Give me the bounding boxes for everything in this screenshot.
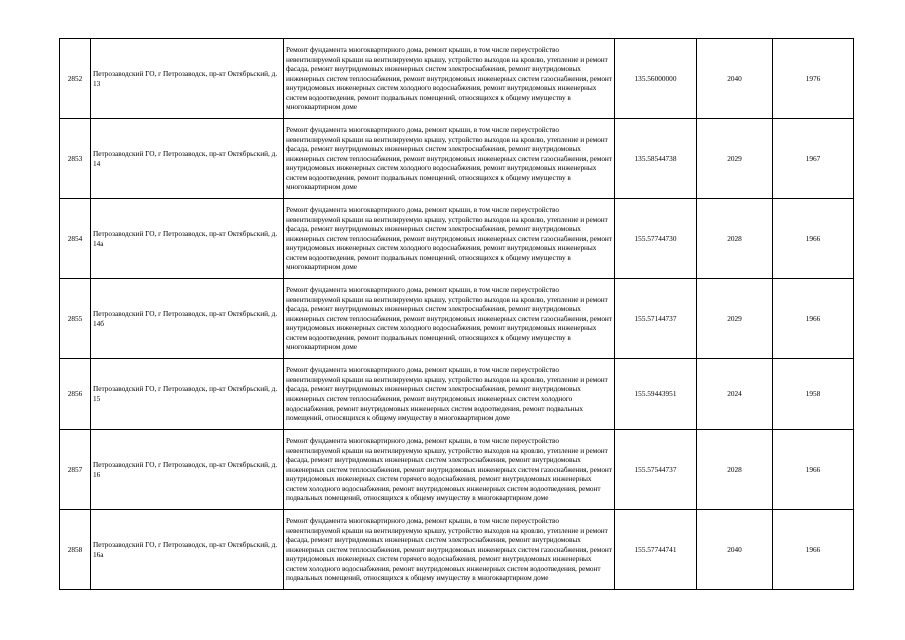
address-cell: Петрозаводский ГО, г Петрозаводск, пр-кт Октябрьский, д. 13 [91,39,284,119]
row-number: 2858 [60,510,91,590]
address-cell: Петрозаводский ГО, г Петрозаводск, пр-кт Октябрьский, д. 14а [91,199,284,279]
table-row [60,199,854,279]
cost-cell: 155.57144737 [615,279,697,359]
table-row [60,279,854,359]
planned-year-cell: 2040 [697,39,773,119]
capital-repair-table [59,38,854,590]
cost-cell: 155.57744730 [615,199,697,279]
planned-year-cell: 2029 [697,119,773,199]
cost-cell: 135.58544738 [615,119,697,199]
built-year-cell: 1958 [773,359,854,430]
planned-year-cell: 2028 [697,199,773,279]
address-cell: Петрозаводский ГО, г Петрозаводск, пр-кт Октябрьский, д. 14 [91,119,284,199]
works-cell: Ремонт фундамента многоквартирного дома, ремонт крыши, в том числе переустройство невентилируемой крыши на вентилируемую крышу, устройство выходов на кровлю, утепление и ремонт фасада, ремонт внутридомовых инженерных систем электроснабжения, ремонт внутридомовых инженерных систем теплоснабжения, ремонт внутридомовых инженерных систем газоснабжения, ремонт внутридомовых инженерных систем горячего водоснабжения, ремонт внутридомовых инженерных систем холодного водоснабжения, ремонт внутридомовых инженерных систем водоотведения, ремонт подвальных помещений, относящихся к общему имуществу в многоквартирном доме [284,510,615,590]
table-row [60,119,854,199]
works-cell: Ремонт фундамента многоквартирного дома, ремонт крыши, в том числе переустройство невентилируемой крыши на вентилируемую крышу, устройство выходов на кровлю, утепление и ремонт фасада, ремонт внутридомовых инженерных систем электроснабжения, ремонт внутридомовых инженерных систем теплоснабжения, ремонт внутридомовых инженерных систем газоснабжения, ремонт внутридомовых инженерных систем холодного водоснабжения, ремонт внутридомовых инженерных систем водоотведения, ремонт подвальных помещений, относящихся к общему имуществу в многоквартирном доме [284,199,615,279]
row-number: 2855 [60,279,91,359]
built-year-cell: 1966 [773,510,854,590]
works-cell: Ремонт фундамента многоквартирного дома, ремонт крыши, в том числе переустройство невентилируемой крыши на вентилируемую крышу, устройство выходов на кровлю, утепление и ремонт фасада, ремонт внутридомовых инженерных систем электроснабжения, ремонт внутридомовых инженерных систем теплоснабжения, ремонт внутридомовых инженерных систем холодного водоснабжения, ремонт внутридомовых инженерных систем водоотведения, ремонт подвальных помещений, относящихся к общему имуществу в многоквартирном доме [284,359,615,430]
works-cell: Ремонт фундамента многоквартирного дома, ремонт крыши, в том числе переустройство невентилируемой крыши на вентилируемую крышу, устройство выходов на кровлю, утепление и ремонт фасада, ремонт внутридомовых инженерных систем электроснабжения, ремонт внутридомовых инженерных систем теплоснабжения, ремонт внутридомовых инженерных систем газоснабжения, ремонт внутридомовых инженерных систем холодного водоснабжения, ремонт внутридомовых инженерных систем водоотведения, ремонт подвальных помещений, относящихся к общему имуществу в многоквартирном доме [284,39,615,119]
built-year-cell: 1966 [773,279,854,359]
built-year-cell: 1966 [773,430,854,510]
table-row [60,430,854,510]
works-cell: Ремонт фундамента многоквартирного дома, ремонт крыши, в том числе переустройство невентилируемой крыши на вентилируемую крышу, устройство выходов на кровлю, утепление и ремонт фасада, ремонт внутридомовых инженерных систем электроснабжения, ремонт внутридомовых инженерных систем теплоснабжения, ремонт внутридомовых инженерных систем газоснабжения, ремонт внутридомовых инженерных систем холодного водоснабжения, ремонт внутридомовых инженерных систем водоотведения, ремонт подвальных помещений, относящихся к общему имуществу в многоквартирном доме [284,119,615,199]
row-number: 2856 [60,359,91,430]
row-number: 2852 [60,39,91,119]
table-row [60,510,854,590]
planned-year-cell: 2024 [697,359,773,430]
built-year-cell: 1966 [773,199,854,279]
row-number: 2857 [60,430,91,510]
cost-cell: 155.57544737 [615,430,697,510]
works-cell: Ремонт фундамента многоквартирного дома, ремонт крыши, в том числе переустройство невентилируемой крыши на вентилируемую крышу, устройство выходов на кровлю, утепление и ремонт фасада, ремонт внутридомовых инженерных систем электроснабжения, ремонт внутридомовых инженерных систем теплоснабжения, ремонт внутридомовых инженерных систем газоснабжения, ремонт внутридомовых инженерных систем горячего водоснабжения, ремонт внутридомовых инженерных систем холодного водоснабжения, ремонт внутридомовых инженерных систем водоотведения, ремонт подвальных помещений, относящихся к общему имуществу в многоквартирном доме [284,430,615,510]
address-cell: Петрозаводский ГО, г Петрозаводск, пр-кт Октябрьский, д. 15 [91,359,284,430]
built-year-cell: 1967 [773,119,854,199]
row-number: 2854 [60,199,91,279]
planned-year-cell: 2029 [697,279,773,359]
row-number: 2853 [60,119,91,199]
address-cell: Петрозаводский ГО, г Петрозаводск, пр-кт Октябрьский, д. 16 [91,430,284,510]
cost-cell: 155.59443951 [615,359,697,430]
table-row [60,39,854,119]
address-cell: Петрозаводский ГО, г Петрозаводск, пр-кт Октябрьский, д. 16а [91,510,284,590]
planned-year-cell: 2028 [697,430,773,510]
address-cell: Петрозаводский ГО, г Петрозаводск, пр-кт Октябрьский, д. 14б [91,279,284,359]
works-cell: Ремонт фундамента многоквартирного дома, ремонт крыши, в том числе переустройство невентилируемой крыши на вентилируемую крышу, устройство выходов на кровлю, утепление и ремонт фасада, ремонт внутридомовых инженерных систем электроснабжения, ремонт внутридомовых инженерных систем теплоснабжения, ремонт внутридомовых инженерных систем газоснабжения, ремонт внутридомовых инженерных систем холодного водоснабжения, ремонт внутридомовых инженерных систем водоотведения, ремонт подвальных помещений, относящихся к общему имуществу в многоквартирном доме [284,279,615,359]
built-year-cell: 1976 [773,39,854,119]
table-row [60,359,854,430]
planned-year-cell: 2040 [697,510,773,590]
cost-cell: 135.56000000 [615,39,697,119]
cost-cell: 155.57744741 [615,510,697,590]
